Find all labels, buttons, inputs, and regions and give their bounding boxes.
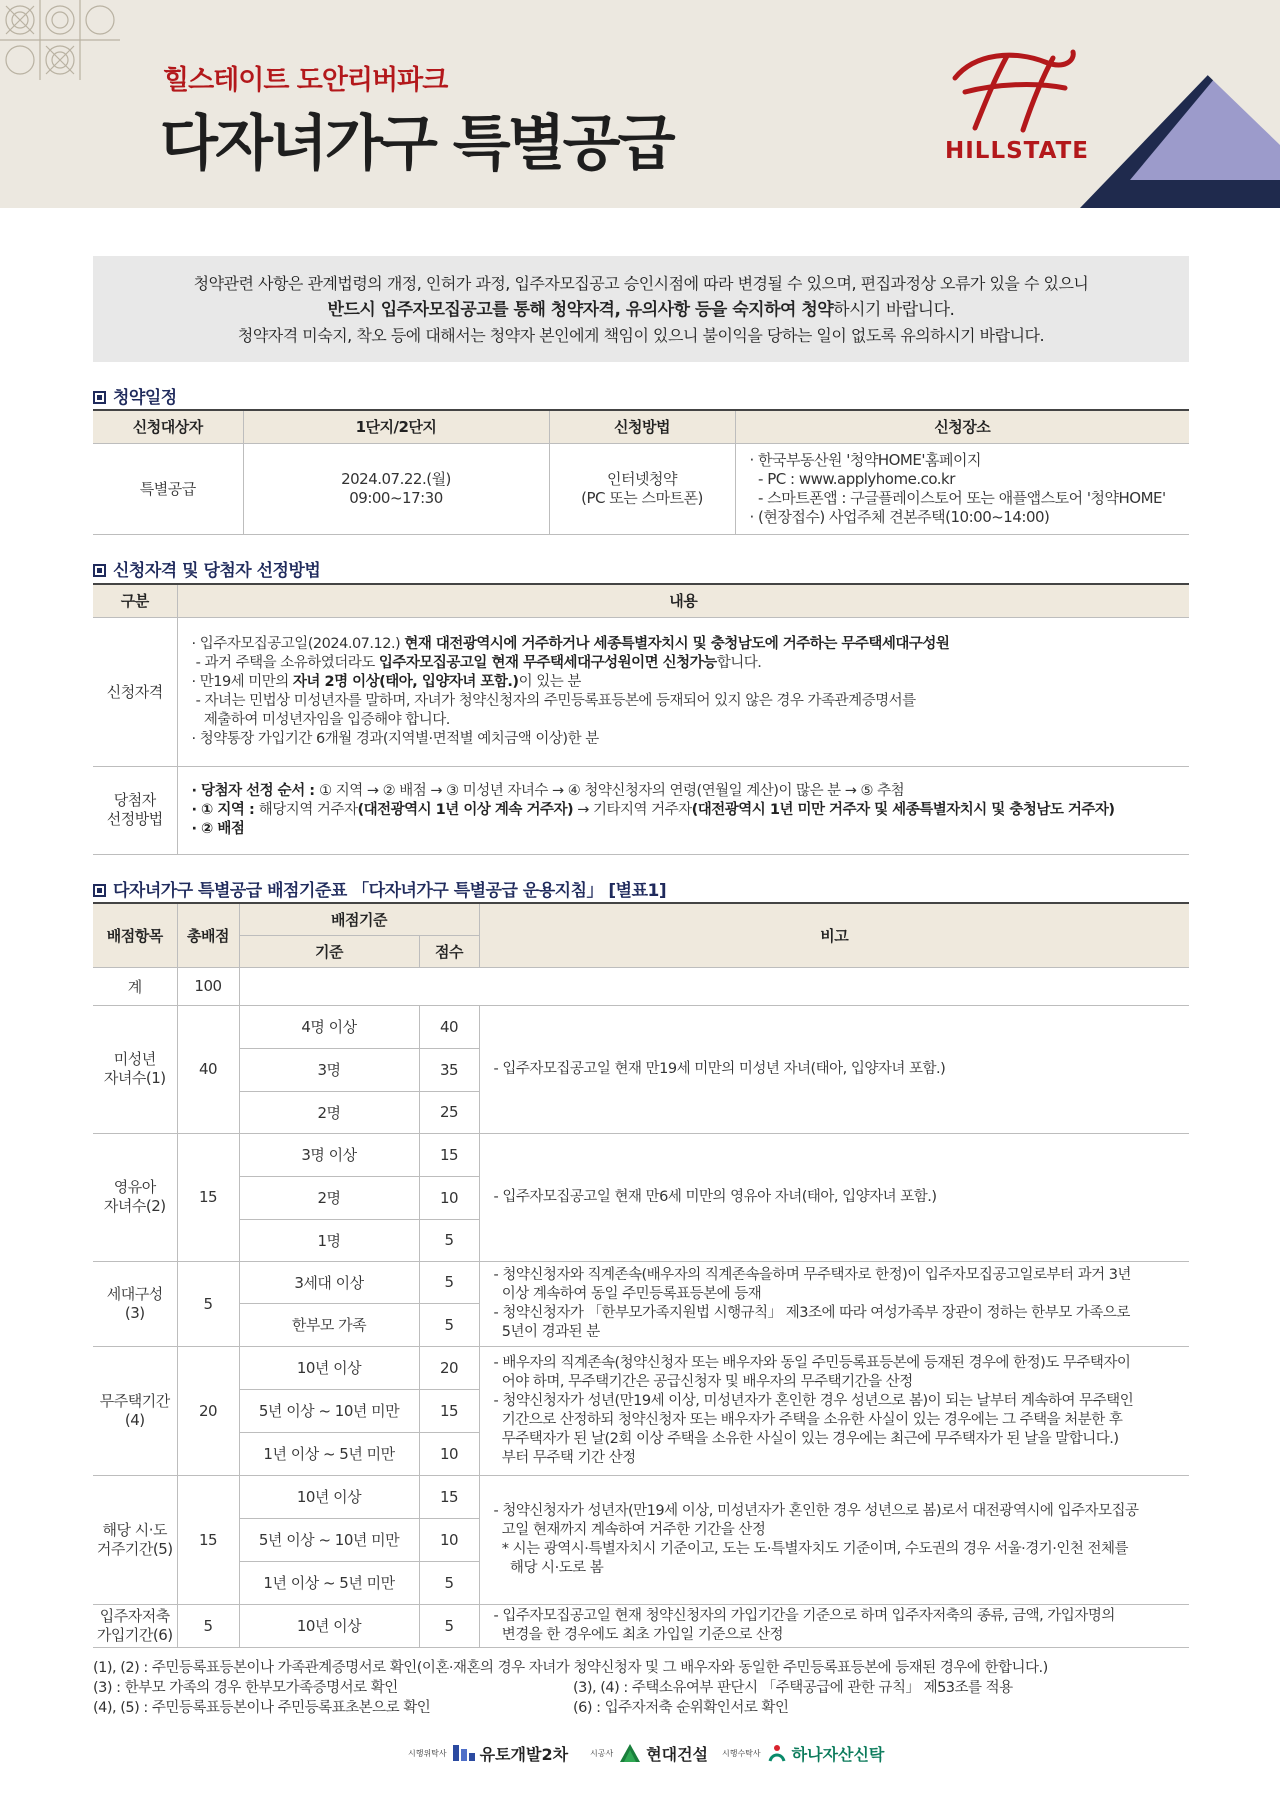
sponsor-item — [590, 1738, 708, 1768]
score-note-line: - 청약신청자가 성년자(만19세 이상, 미성년자가 혼인한 경우 성년으로 봄)로서 대전광역시에 입주자모집공 — [493, 1502, 1139, 1519]
score-criteria: 한부모 가족 — [239, 1303, 419, 1346]
section-bullet-icon — [93, 391, 106, 404]
notice-line-2 — [93, 297, 1189, 323]
score-criteria: 1명 — [239, 1219, 419, 1261]
score-points: 5 — [419, 1604, 479, 1647]
table-header: 기준 — [239, 935, 419, 967]
schedule-place-line: · 한국부동산원 '청약HOME'홈페이지 — [749, 450, 981, 469]
score-note-line: 어야 하며, 무주택기간은 공급신청자 및 배우자의 무주택기간을 산정 — [493, 1373, 913, 1390]
text-bold: 입주자모집공고일 현재 무주택세대구성원이면 신청가능 — [378, 654, 717, 671]
table-row — [93, 1005, 1189, 1048]
sponsor-bar — [0, 1738, 1280, 1768]
score-note — [479, 1475, 1189, 1604]
score-item-label-1: 영유아 — [113, 1178, 156, 1196]
score-item-label-2: 자녀수(2) — [103, 1197, 166, 1215]
text-bold: · 당첨자 선정 순서 : — [191, 782, 320, 799]
decorative-triangle-mask — [1130, 0, 1280, 145]
text: ① 지역 → ② 배점 → ③ 미성년 자녀수 → ④ 청약신청자의 연령(연월일 계산)이 많은 분 → ⑤ 추첨 — [319, 782, 905, 799]
table-header: 총배점 — [177, 903, 239, 967]
score-criteria: 2명 — [239, 1091, 419, 1133]
sponsor-name: 하나자산신탁 — [791, 1744, 885, 1764]
schedule-place — [735, 443, 1189, 534]
score-item-label — [93, 1604, 177, 1647]
score-note-line: 이상 계속하여 동일 주민등록표등본에 등재 — [493, 1285, 762, 1302]
text: 이 있는 분 — [518, 673, 581, 690]
score-item-label-2: (4) — [124, 1410, 145, 1429]
text-bold: · ① 지역 : — [191, 801, 259, 818]
score-points: 25 — [419, 1091, 479, 1133]
score-points: 15 — [419, 1133, 479, 1176]
score-item-total: 15 — [177, 1475, 239, 1604]
score-item-label-1: 세대구성 — [106, 1284, 163, 1303]
section-bullet-icon — [93, 884, 106, 897]
sum-value: 100 — [177, 967, 239, 1005]
table-header: 구분 — [93, 584, 177, 617]
schedule-target: 특별공급 — [93, 443, 243, 534]
table-header: 신청장소 — [735, 410, 1189, 443]
section-title-text: 청약일정 — [113, 388, 177, 408]
score-criteria: 5년 이상 ~ 10년 미만 — [239, 1518, 419, 1561]
footnote-3b: (6) : 입주자저축 순위확인서로 확인 — [573, 1700, 789, 1716]
text: · 입주자모집공고일(2024.07.12.) — [191, 635, 405, 652]
table-header: 1단지/2단지 — [243, 410, 549, 443]
score-note — [479, 1005, 1189, 1133]
score-item-total: 5 — [177, 1604, 239, 1647]
score-points: 5 — [419, 1219, 479, 1261]
score-note-line: - 입주자모집공고일 현재 만19세 미만의 미성년 자녀(태아, 입양자녀 포함.) — [493, 1060, 946, 1077]
score-criteria: 1년 이상 ~ 5년 미만 — [239, 1432, 419, 1475]
score-criteria: 4명 이상 — [239, 1005, 419, 1048]
table-row — [93, 1475, 1189, 1518]
text-bold: 자녀 2명 이상(태아, 입양자녀 포함.) — [292, 673, 519, 690]
section-title-text: 다자녀가구 특별공급 배점기준표 「다자녀가구 특별공급 운용지침」 [별표1] — [113, 881, 667, 901]
footnote-2b: (3), (4) : 주택소유여부 판단시 「주택공급에 관한 규칙」 제53조를 적용 — [573, 1680, 1013, 1696]
table-row — [93, 1261, 1189, 1303]
sum-empty — [239, 967, 1189, 1005]
score-criteria: 1년 이상 ~ 5년 미만 — [239, 1561, 419, 1604]
score-item-total: 40 — [177, 1005, 239, 1133]
score-item-label-2: 거주기간(5) — [96, 1539, 173, 1558]
section-title-eligibility — [93, 556, 320, 581]
text: · 만19세 미만의 — [191, 673, 293, 690]
score-points: 10 — [419, 1432, 479, 1475]
selection-label-1: 당첨자 — [113, 791, 156, 809]
text: 해당지역 거주자 — [258, 801, 358, 818]
score-note-line: - 청약신청자와 직계존속(배우자의 직계존속을하며 무주택자로 한정)이 입주자모집공고일로부터 과거 3년 — [493, 1266, 1131, 1283]
eligibility-line — [192, 673, 1190, 692]
score-item-label-1: 무주택기간 — [99, 1391, 170, 1410]
score-points: 40 — [419, 1005, 479, 1048]
score-item-label-1: 해당 시·도 — [102, 1520, 167, 1539]
schedule-method — [549, 443, 735, 534]
score-item-label-2: (3) — [124, 1303, 145, 1322]
page-title: 다자녀가구 특별공급 — [160, 109, 673, 179]
hana-logo-icon — [767, 1743, 787, 1763]
score-criteria: 10년 이상 — [239, 1475, 419, 1518]
page-subtitle: 힐스테이트 도안리버파크 — [163, 65, 448, 96]
hillstate-emblem-icon — [945, 48, 1085, 138]
schedule-table — [93, 409, 1189, 535]
table-row — [93, 1133, 1189, 1176]
brand-name: HILLSTATE — [945, 138, 1090, 164]
score-item-label — [93, 1475, 177, 1604]
selection-content — [177, 766, 1189, 854]
hyundai-logo-icon — [619, 1743, 641, 1763]
score-criteria: 10년 이상 — [239, 1604, 419, 1647]
table-row — [93, 1346, 1189, 1389]
section-title-text: 신청자격 및 당첨자 선정방법 — [113, 561, 321, 581]
sponsor-name: 유토개발2차 — [479, 1744, 569, 1764]
decorative-pattern — [0, 0, 120, 80]
eligibility-line — [192, 654, 1190, 673]
text-bold: 현재 대전광역시에 거주하거나 세종특별자치시 및 충청남도에 거주하는 무주택세대구성원 — [404, 635, 950, 652]
schedule-date: 2024.07.22.(월) — [341, 469, 451, 488]
score-points: 5 — [419, 1303, 479, 1346]
score-note — [479, 1346, 1189, 1475]
table-header: 신청방법 — [549, 410, 735, 443]
score-criteria: 3세대 이상 — [239, 1261, 419, 1303]
schedule-place-line: - 스마트폰앱 : 구글플레이스토어 또는 애플앱스토어 '청약HOME' — [749, 488, 1166, 507]
eligibility-table — [93, 583, 1189, 855]
section-bullet-icon — [93, 564, 106, 577]
table-row — [93, 1604, 1189, 1647]
eligibility-line: - 자녀는 민법상 미성년자를 말하며, 자녀가 청약신청자의 주민등록표등본에 등재되어 있지 않은 경우 가족관계증명서를 — [191, 692, 916, 709]
sponsor-item — [408, 1738, 568, 1768]
schedule-place-line: · (현장접수) 사업주체 견본주택(10:00~14:00) — [749, 507, 1050, 526]
score-points: 10 — [419, 1518, 479, 1561]
score-item-label-2: 자녀수(1) — [103, 1069, 166, 1087]
table-header: 비고 — [479, 903, 1189, 967]
section-title-schedule — [93, 383, 177, 408]
score-item-label — [93, 1261, 177, 1346]
table-header: 배점기준 — [239, 903, 479, 935]
score-item-label — [93, 1005, 177, 1133]
score-note-line: 해당 시·도로 봄 — [493, 1559, 604, 1576]
selection-line — [192, 820, 1190, 839]
score-criteria: 10년 이상 — [239, 1346, 419, 1389]
text: 합니다. — [716, 654, 762, 671]
score-item-total: 5 — [177, 1261, 239, 1346]
score-item-label-1: 미성년 — [113, 1050, 156, 1068]
scoring-table — [93, 902, 1189, 1648]
score-note — [479, 1261, 1189, 1346]
score-note-line: 변경을 한 경우에도 최초 가입일 기준으로 산정 — [493, 1626, 784, 1643]
text-bold: · ② 배점 — [191, 820, 245, 837]
selection-row-label — [93, 766, 177, 854]
table-header: 신청대상자 — [93, 410, 243, 443]
sponsor-role: 시공사 — [590, 1748, 614, 1758]
score-criteria: 2명 — [239, 1176, 419, 1219]
score-note-line: 고일 현재까지 계속하여 거주한 기간을 산정 — [493, 1521, 766, 1538]
text-bold: (대전광역시 1년 이상 계속 거주자) — [357, 801, 574, 818]
score-criteria: 3명 이상 — [239, 1133, 419, 1176]
table-header: 점수 — [419, 935, 479, 967]
eligibility-content — [177, 617, 1189, 766]
schedule-method-2: (PC 또는 스마트폰) — [581, 488, 703, 507]
score-points: 5 — [419, 1561, 479, 1604]
score-item-label — [93, 1133, 177, 1261]
score-points: 5 — [419, 1261, 479, 1303]
notice-line-3: 청약자격 미숙지, 착오 등에 대해서는 청약자 본인에게 책임이 있으니 불이익을 당하는 일이 없도록 유의하시기 바랍니다. — [237, 326, 1045, 345]
selection-label-2: 선정방법 — [106, 810, 163, 828]
hillstate-logo — [945, 48, 1090, 168]
schedule-datetime — [243, 443, 549, 534]
footnote-2a: (3) : 한부모 가족의 경우 한부모가족증명서로 확인 — [93, 1680, 398, 1696]
notice-line-2-rest: 하시기 바랍니다. — [833, 300, 955, 320]
schedule-time: 09:00~17:30 — [349, 488, 443, 507]
text-bold: (대전광역시 1년 미만 거주자 및 세종특별자치시 및 충청남도 거주자) — [691, 801, 1115, 818]
yuto-logo-icon — [453, 1743, 475, 1763]
score-item-label-2: 가입기간(6) — [96, 1625, 173, 1644]
sum-label: 계 — [93, 967, 177, 1005]
eligibility-line: · 청약통장 가입기간 6개월 경과(지역별·면적별 예치금액 이상)한 분 — [191, 730, 599, 747]
notice-line-1: 청약관련 사항은 관계법령의 개정, 인허가 과정, 입주자모집공고 승인시점에 따라 변경될 수 있으며, 편집과정상 오류가 있을 수 있으니 — [193, 274, 1089, 293]
score-note-line: 기간으로 산정하되 청약신청자 또는 배우자가 주택을 소유한 사실이 있는 경우에는 그 주택을 처분한 후 — [493, 1411, 1123, 1428]
score-note-line: - 배우자의 직계존속(청약신청자 또는 배우자와 동일 주민등록표등본에 등재된 경우에 한정)도 무주택자이 — [493, 1354, 1131, 1371]
score-note-line: - 청약신청자가 성년(만19세 이상, 미성년자가 혼인한 경우 성년으로 봄)이 되는 날부터 계속하여 무주택인 — [493, 1392, 1134, 1409]
eligibility-line: 제출하여 미성년자임을 입증해야 합니다. — [191, 711, 450, 728]
score-item-label-1: 입주자저축 — [99, 1606, 170, 1625]
score-item-total: 15 — [177, 1133, 239, 1261]
selection-line — [192, 801, 1190, 820]
sponsor-item — [722, 1738, 884, 1768]
score-note-line: * 시는 광역시·특별자치시 기준이고, 도는 도·특별자치도 기준이며, 수도권의 경우 서울·경기·인천 전체를 — [493, 1540, 1128, 1557]
score-item-total: 20 — [177, 1346, 239, 1475]
text: - 과거 주택을 소유하였더라도 — [191, 654, 379, 671]
score-note-line: 무주택자가 된 날(2회 이상 주택을 소유한 사실이 있는 경우에는 최근에 무주택자가 된 날을 말합니다.) — [493, 1430, 1119, 1447]
score-criteria: 3명 — [239, 1048, 419, 1091]
score-points: 10 — [419, 1176, 479, 1219]
score-note-line: - 청약신청자가 「한부모가족지원법 시행규칙」 제3조에 따라 여성가족부 장관이 정하는 한부모 가족으로 — [493, 1304, 1130, 1321]
eligibility-row-label: 신청자격 — [93, 617, 177, 766]
selection-line — [192, 782, 1190, 801]
score-points: 15 — [419, 1475, 479, 1518]
score-note — [479, 1133, 1189, 1261]
eligibility-line — [192, 635, 1190, 654]
score-points: 20 — [419, 1346, 479, 1389]
section-title-scoring — [93, 876, 666, 901]
score-note — [479, 1604, 1189, 1647]
sponsor-role: 시행위탁사 — [408, 1748, 447, 1758]
score-item-label — [93, 1346, 177, 1475]
notice-box — [93, 256, 1189, 362]
footnote-1: (1), (2) : 주민등록표등본이나 가족관계증명서로 확인(이혼·재혼의 경우 자녀가 청약신청자 및 그 배우자와 동일한 주민등록표등본에 등재된 경우에 한합니다.) — [93, 1660, 1048, 1676]
score-note-line: - 입주자모집공고일 현재 만6세 미만의 영유아 자녀(태아, 입양자녀 포함.) — [493, 1188, 937, 1205]
table-header: 내용 — [177, 584, 1189, 617]
footnote-3a: (4), (5) : 주민등록표등본이나 주민등록표초본으로 확인 — [93, 1700, 431, 1716]
score-points: 15 — [419, 1389, 479, 1432]
header-banner — [0, 0, 1280, 208]
notice-line-2-bold: 반드시 입주자모집공고를 통해 청약자격, 유의사항 등을 숙지하여 청약 — [327, 300, 834, 320]
table-header: 배점항목 — [93, 903, 177, 967]
score-note-line: 5년이 경과된 분 — [493, 1323, 600, 1340]
text: → 기타지역 거주자 — [573, 801, 692, 818]
schedule-place-line: - PC : www.applyhome.co.kr — [749, 469, 955, 488]
score-points: 35 — [419, 1048, 479, 1091]
score-note-line: - 입주자모집공고일 현재 청약신청자의 가입기간을 기준으로 하며 입주자저축의 종류, 금액, 가입자명의 — [493, 1607, 1115, 1624]
sponsor-role: 시행수탁사 — [722, 1748, 761, 1758]
sponsor-name: 현대건설 — [646, 1744, 709, 1764]
score-criteria: 5년 이상 ~ 10년 미만 — [239, 1389, 419, 1432]
score-note-line: 부터 무주택 기간 산정 — [493, 1449, 636, 1466]
schedule-method-1: 인터넷청약 — [607, 469, 677, 488]
